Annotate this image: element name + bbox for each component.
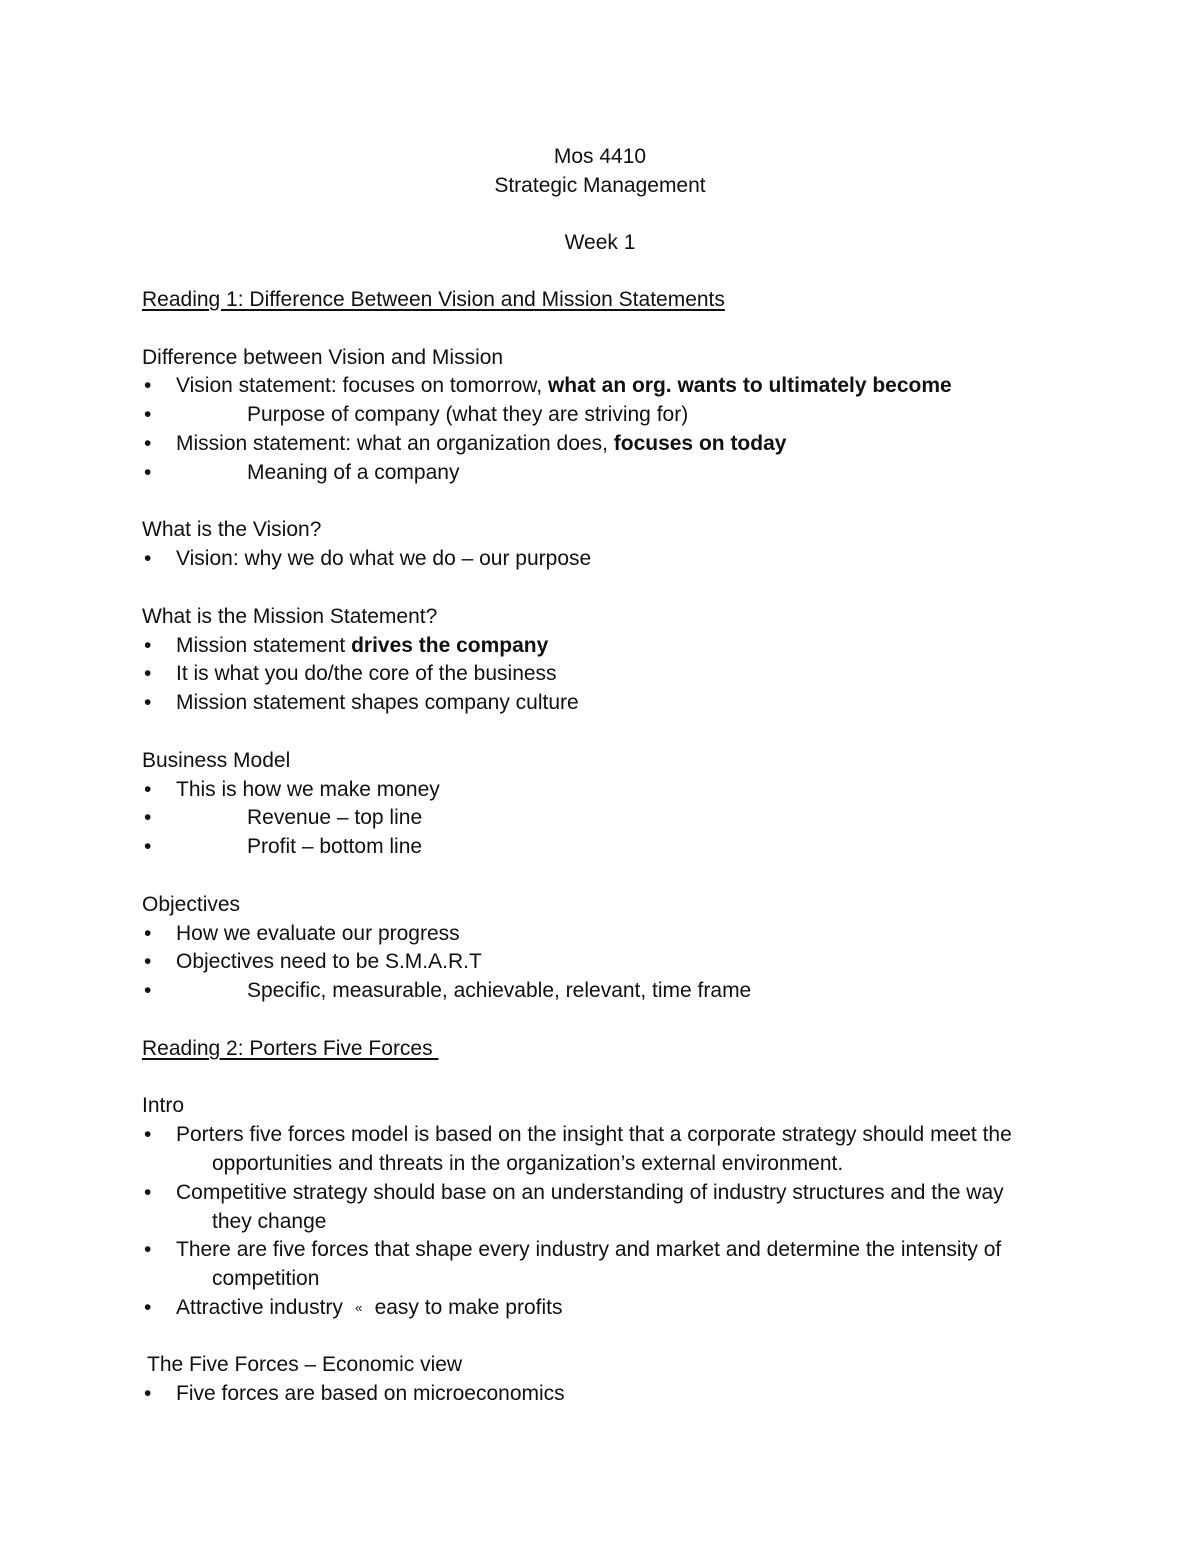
list-item <box>142 1179 1082 1237</box>
spacer <box>142 718 1082 747</box>
spacer <box>142 1006 1082 1035</box>
list-item <box>142 459 1082 488</box>
list-item <box>142 833 1082 862</box>
bullet-text: • There are five forces that shape every industry and market and determine the intensity of <box>176 1238 1002 1262</box>
bullet-text: Vision statement: focuses on tomorrow, <box>176 374 548 398</box>
bullet-text: It is what you do/the core of the business <box>176 662 557 686</box>
list-item <box>142 430 1082 459</box>
section-heading-five-forces: The Five Forces – Economic view <box>147 1353 463 1377</box>
list-item <box>142 1121 1082 1179</box>
bullet-text: Profit – bottom line <box>247 835 423 859</box>
document-body <box>142 286 1082 1409</box>
bullet-bold-text: drives the company <box>351 633 549 657</box>
bullet-text: Mission statement <box>176 633 352 657</box>
list-item <box>142 920 1082 949</box>
bullet-text: easy to make profits <box>368 1295 563 1319</box>
section-heading-vision: What is the Vision? <box>142 518 322 542</box>
bullet-text: Mission statement shapes company culture <box>176 691 579 715</box>
bullet-text: Attractive industry <box>176 1295 349 1319</box>
section-heading-business-model: Business Model <box>142 748 291 772</box>
list-item <box>142 977 1082 1006</box>
bullet-text: Revenue – top line <box>247 806 423 830</box>
list-item <box>142 545 1082 574</box>
list-item <box>142 689 1082 718</box>
list-item <box>142 372 1082 401</box>
spacer <box>142 1323 1082 1352</box>
list-item <box>142 1380 1082 1409</box>
bullet-text-continued: competition <box>212 1267 320 1291</box>
spacer <box>142 315 1082 344</box>
bullet-text: Meaning of a company <box>247 460 460 484</box>
bullet-text: • Competitive strategy should base on an understanding of industry structures and the way <box>176 1180 1004 1204</box>
double-arrow-icon: « <box>355 1299 363 1315</box>
spacer <box>142 488 1082 517</box>
list-item <box>142 632 1082 661</box>
bullet-bold-text: focuses on today <box>613 431 787 455</box>
list-item <box>142 401 1082 430</box>
reading-2-title: Reading 2: Porters Five Forces <box>142 1036 439 1060</box>
bullet-text: How we evaluate our progress <box>176 921 460 945</box>
list-item <box>142 948 1082 977</box>
week-label: Week 1 <box>564 231 636 254</box>
bullet-text-continued: they change <box>212 1209 327 1233</box>
list-item <box>142 660 1082 689</box>
bullet-text: Mission statement: what an organization does, <box>176 431 614 455</box>
bullet-text: Purpose of company (what they are striving for) <box>247 403 689 427</box>
section-heading-intro: Intro <box>142 1094 185 1118</box>
spacer <box>142 1064 1082 1093</box>
bullet-text: Specific, measurable, achievable, relevant, time frame <box>247 979 752 1003</box>
bullet-text: • Porters five forces model is based on the insight that a corporate strategy should meet the <box>176 1123 1012 1147</box>
bullet-text: Five forces are based on microeconomics <box>176 1382 565 1406</box>
list-item <box>142 1236 1082 1294</box>
course-code: Mos 4410 <box>553 145 647 168</box>
spacer <box>142 574 1082 603</box>
list-item <box>142 804 1082 833</box>
list-item <box>142 776 1082 805</box>
reading-1-title: Reading 1: Difference Between Vision and Mission Statements <box>142 288 725 311</box>
spacer <box>142 862 1082 891</box>
list-item <box>142 1294 1082 1323</box>
bullet-text: Vision: why we do what we do – our purpose <box>176 547 592 571</box>
section-heading-objectives: Objectives <box>142 892 241 916</box>
section-heading-mission: What is the Mission Statement? <box>142 604 438 628</box>
section-heading-difference: Difference between Vision and Mission <box>142 345 504 369</box>
bullet-text: This is how we make money <box>176 777 440 801</box>
bullet-text: Objectives need to be S.M.A.R.T <box>176 950 482 974</box>
bullet-text-continued: opportunities and threats in the organization’s external environment. <box>212 1151 844 1175</box>
course-name: Strategic Management <box>494 174 706 197</box>
bullet-bold-text: what an org. wants to ultimately become <box>547 374 952 398</box>
